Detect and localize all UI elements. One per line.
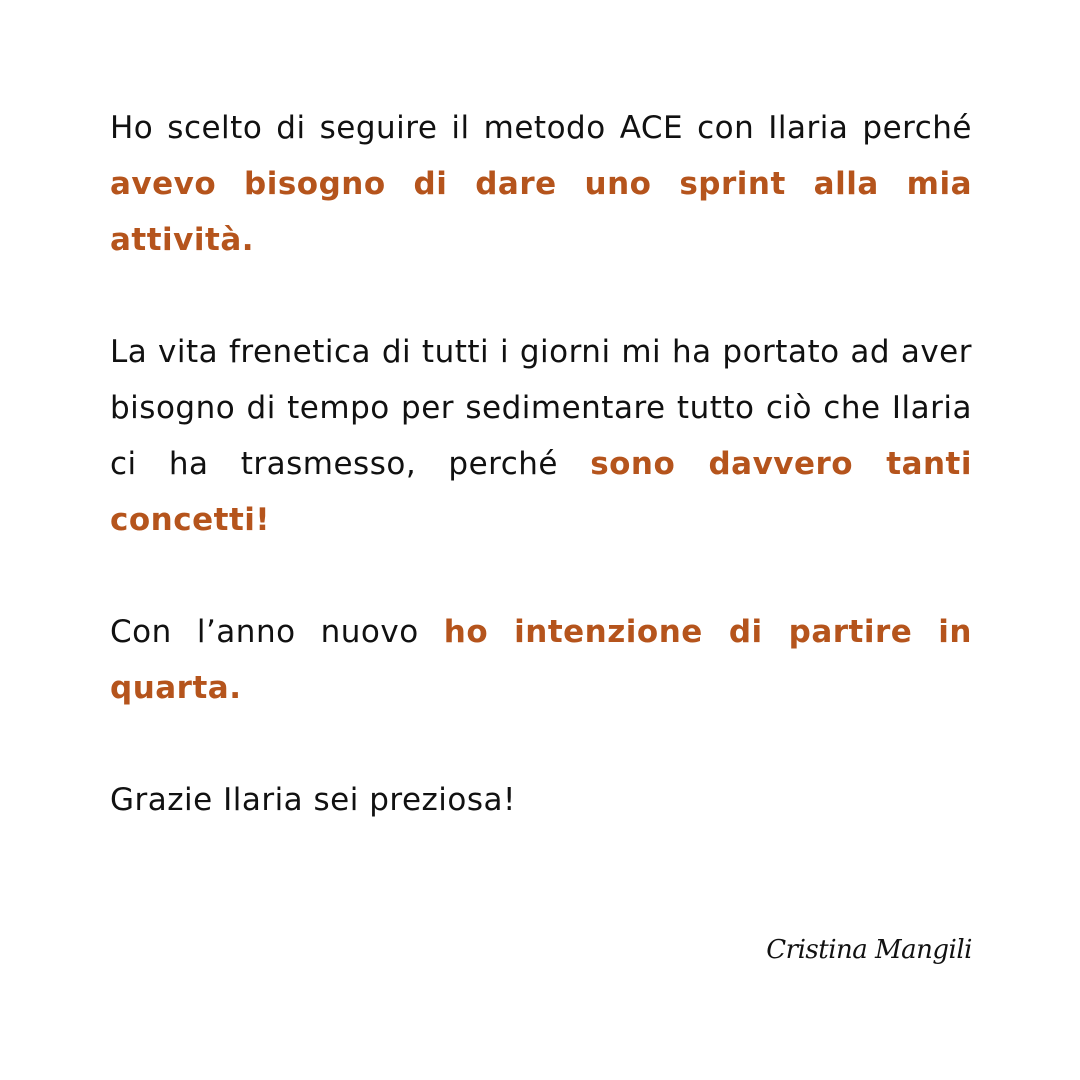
paragraph-1-text: Ho scelto di seguire il metodo ACE con Ilaria perché xyxy=(110,110,972,146)
author-signature: Cristina Mangili xyxy=(766,935,972,965)
paragraph-2-highlight: sono davvero tanti concetti! xyxy=(110,446,972,538)
paragraph-4-text: Grazie Ilaria sei preziosa! xyxy=(110,782,516,818)
paragraph-2-text: La vita frenetica di tutti i giorni mi ha portato ad aver bisogno di tempo per sedimentare tutto ciò che Ilaria ci ha trasmesso, perché xyxy=(110,334,972,482)
paragraph-3-text: Con l’anno nuovo xyxy=(110,614,444,650)
paragraph-1 xyxy=(110,100,972,268)
paragraph-3 xyxy=(110,604,972,716)
paragraph-3-highlight: ho intenzione di partire in quarta. xyxy=(110,614,972,706)
paragraph-1-highlight: avevo bisogno di dare uno sprint alla mia attività. xyxy=(110,166,972,258)
paragraph-2 xyxy=(110,324,972,548)
testimonial-text xyxy=(110,100,972,884)
paragraph-4 xyxy=(110,772,972,828)
